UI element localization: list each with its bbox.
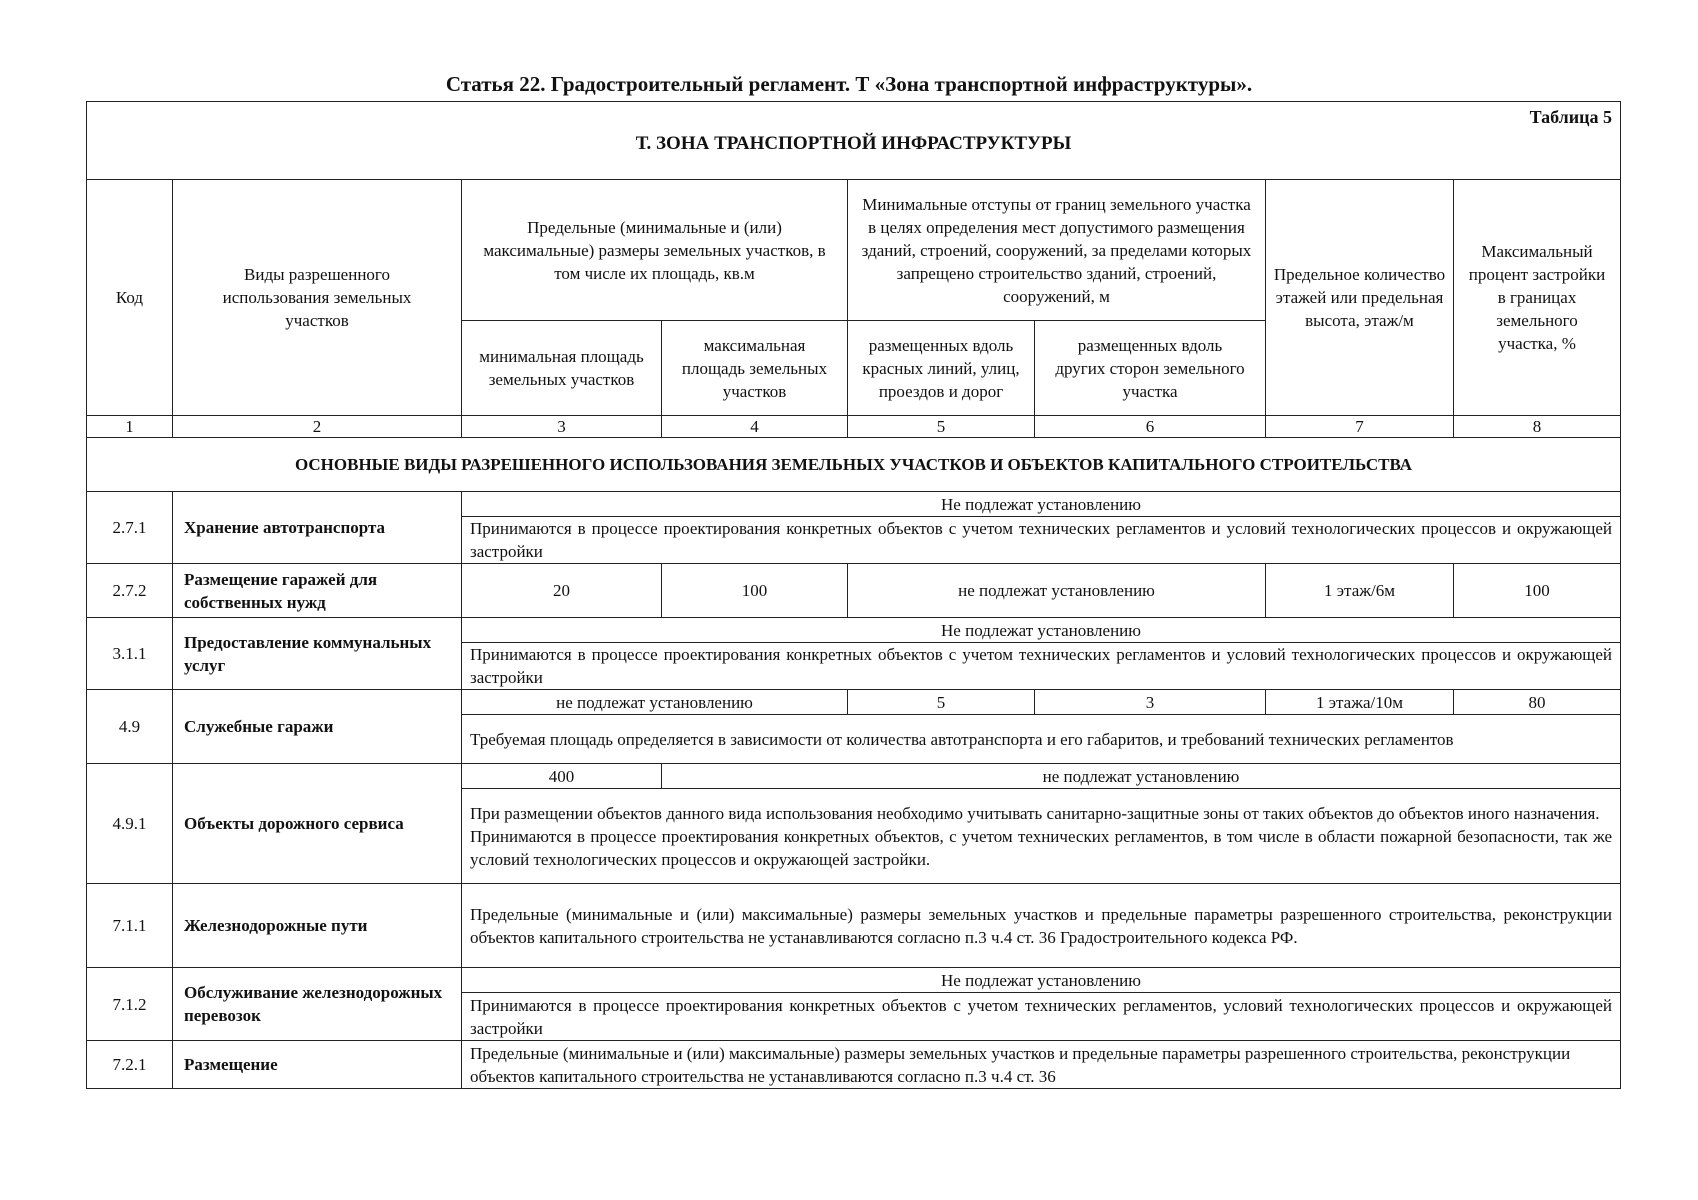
zone-heading: Т. ЗОНА ТРАНСПОРТНОЙ ИНФРАСТРУКТУРЫ	[635, 133, 1072, 154]
row-note-paragraph: При размещении объектов данного вида использования необходимо учитывать санитарно-защитные зоны от таких объектов до объектов иного назначения.	[470, 803, 1600, 823]
table-row	[87, 968, 1621, 993]
not-set-cell: Не подлежат установлению	[462, 492, 1621, 517]
table-row	[87, 492, 1621, 517]
table-row	[87, 564, 1621, 618]
table-title-cell	[87, 102, 1621, 180]
row-name: Объекты дорожного сервиса	[173, 764, 462, 884]
table-row	[87, 1041, 1621, 1089]
row-name: Размещение	[173, 1041, 462, 1089]
table-row	[87, 618, 1621, 643]
not-set-cell: не подлежат установлению	[662, 764, 1621, 789]
column-number: 2	[173, 416, 462, 438]
regulation-table	[86, 101, 1621, 1089]
coverage-value: 100	[1454, 564, 1621, 618]
column-number: 5	[848, 416, 1035, 438]
header-along-red: размещенных вдоль красных линий, улиц, проездов и дорог	[848, 321, 1035, 416]
column-number: 1	[87, 416, 173, 438]
area-value: не подлежат установлению	[462, 690, 848, 715]
row-note: Принимаются в процессе проектирования конкретных объектов с учетом технических регламентов и условий технологических процессов и окружающей застройки	[462, 517, 1621, 564]
row-name: Железнодорожные пути	[173, 884, 462, 968]
row-code: 7.1.1	[87, 884, 173, 968]
article-title: Статья 22. Градостроительный регламент. Т «Зона транспортной инфраструктуры».	[445, 72, 1253, 96]
column-number: 8	[1454, 416, 1621, 438]
column-numbers-row	[87, 416, 1621, 438]
row-note: Предельные (минимальные и (или) максимальные) размеры земельных участков и предельные параметры разрешенного строительства, реконструкции объектов капитального строительства не устанавливаются согласно п.3 ч.4 ст. 36	[462, 1041, 1621, 1089]
min-area-value: 400	[462, 764, 662, 789]
row-note: Принимаются в процессе проектирования конкретных объектов с учетом технических регламентов, условий технологических процессов и окружающей застройки	[462, 993, 1621, 1041]
header-uses: Виды разрешенного использования земельных участков	[173, 180, 462, 416]
column-number: 3	[462, 416, 662, 438]
header-row	[87, 180, 1621, 321]
coverage-value: 80	[1454, 690, 1621, 715]
header-floors: Предельное количество этажей или предельная высота, этаж/м	[1266, 180, 1454, 416]
header-max-area: максимальная площадь земельных участков	[662, 321, 848, 416]
header-coverage: Максимальный процент застройки в границах земельного участка, %	[1454, 180, 1621, 416]
row-code: 2.7.1	[87, 492, 173, 564]
along-red-value: 5	[848, 690, 1035, 715]
row-name: Служебные гаражи	[173, 690, 462, 764]
header-code: Код	[87, 180, 173, 416]
section-heading-row	[87, 438, 1621, 492]
row-name: Предоставление коммунальных услуг	[173, 618, 462, 690]
column-number: 7	[1266, 416, 1454, 438]
row-note: Предельные (минимальные и (или) максимальные) размеры земельных участков и предельные параметры разрешенного строительства, реконструкции объектов капитального строительства не устанавливаются согласно п.3 ч.4 ст. 36 Градостроительного кодекса РФ.	[462, 884, 1621, 968]
table-number: Таблица 5	[1529, 107, 1613, 127]
row-code: 3.1.1	[87, 618, 173, 690]
row-note: Требуемая площадь определяется в зависимости от количества автотранспорта и его габаритов, и требований технических регламентов	[462, 715, 1621, 764]
table-row	[87, 764, 1621, 789]
floors-value: 1 этаж/6м	[1266, 564, 1454, 618]
header-sizes: Предельные (минимальные и (или) максимальные) размеры земельных участков, в том числе их площадь, кв.м	[462, 180, 848, 321]
row-code: 7.1.2	[87, 968, 173, 1041]
row-code: 4.9.1	[87, 764, 173, 884]
row-note: Принимаются в процессе проектирования конкретных объектов с учетом технических регламентов и условий технологических процессов и окружающей застройки	[462, 643, 1621, 690]
table-title-row	[87, 102, 1621, 180]
header-setbacks: Минимальные отступы от границ земельного участка в целях определения мест допустимого размещения зданий, строений, сооружений, за пределами которых запрещено строительство зданий, строений, сооружений, м	[848, 180, 1266, 321]
row-code: 4.9	[87, 690, 173, 764]
row-code: 7.2.1	[87, 1041, 173, 1089]
row-name: Хранение автотранспорта	[173, 492, 462, 564]
setbacks-value: не подлежат установлению	[848, 564, 1266, 618]
column-number: 4	[662, 416, 848, 438]
row-note-paragraph: Принимаются в процессе проектирования конкретных объектов, с учетом технических регламентов, в том числе в области пожарной безопасности, так же условий технологических процессов и окружающей застройки.	[470, 826, 1613, 869]
table-row	[87, 690, 1621, 715]
header-along-other: размещенных вдоль других сторон земельного участка	[1035, 321, 1266, 416]
table-row	[87, 884, 1621, 968]
max-area-value: 100	[662, 564, 848, 618]
floors-value: 1 этажа/10м	[1266, 690, 1454, 715]
along-other-value: 3	[1035, 690, 1266, 715]
column-number: 6	[1035, 416, 1266, 438]
section-heading: ОСНОВНЫЕ ВИДЫ РАЗРЕШЕННОГО ИСПОЛЬЗОВАНИЯ ЗЕМЕЛЬНЫХ УЧАСТКОВ И ОБЪЕКТОВ КАПИТАЛЬНОГО СТРОИТЕЛЬСТВА	[87, 438, 1621, 492]
row-code: 2.7.2	[87, 564, 173, 618]
min-area-value: 20	[462, 564, 662, 618]
not-set-cell: Не подлежат установлению	[462, 618, 1621, 643]
not-set-cell: Не подлежат установлению	[462, 968, 1621, 993]
row-name: Размещение гаражей для собственных нужд	[173, 564, 462, 618]
row-name: Обслуживание железнодорожных перевозок	[173, 968, 462, 1041]
row-note	[462, 789, 1621, 884]
header-min-area: минимальная площадь земельных участков	[462, 321, 662, 416]
